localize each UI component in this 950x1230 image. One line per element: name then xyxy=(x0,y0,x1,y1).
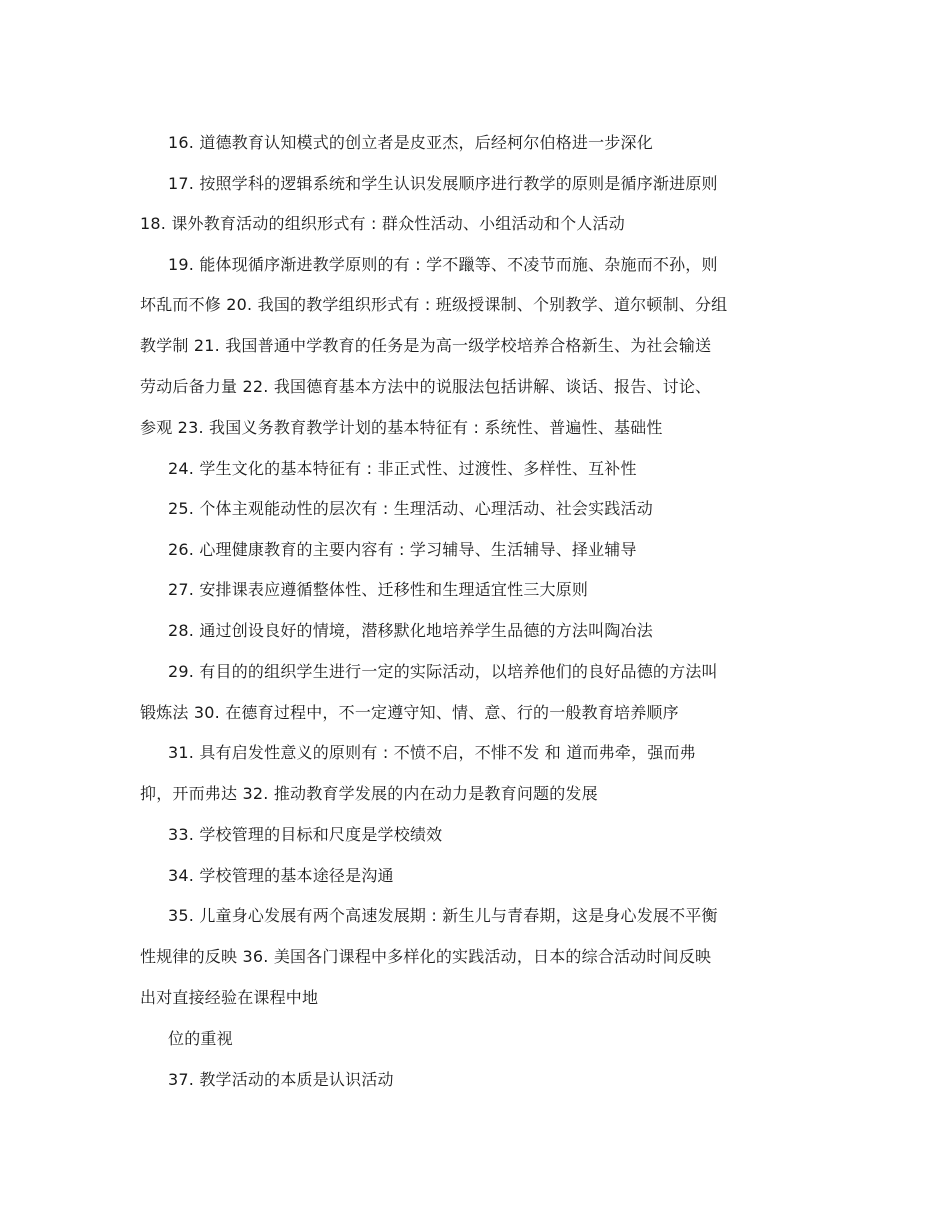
text-line-19-cont: 坏乱而不修 20. 我国的教学组织形式有 : 班级授课制、个别教学、道尔顿制、分组 xyxy=(140,295,728,314)
text-line-29: 29. 有目的的组织学生进行一定的实际活动，以培养他们的良好品德的方法叫 xyxy=(168,662,718,681)
text-line-16: 16. 道德教育认知模式的创立者是皮亚杰，后经柯尔伯格进一步深化 xyxy=(168,133,653,152)
text-line-27: 27. 安排课表应遵循整体性、迁移性和生理适宜性三大原则 xyxy=(168,580,589,599)
text-line-33: 33. 学校管理的目标和尺度是学校绩效 xyxy=(168,825,443,844)
text-line-21-cont: 劳动后备力量 22. 我国德育基本方法中的说服法包括讲解、谈话、报告、讨论、 xyxy=(140,377,712,396)
text-line-37: 37. 教学活动的本质是认识活动 xyxy=(168,1070,394,1089)
text-line-17: 17. 按照学科的逻辑系统和学生认识发展顺序进行教学的原则是循序渐进原则 xyxy=(168,174,718,193)
text-line-34: 34. 学校管理的基本途径是沟通 xyxy=(168,866,394,885)
text-line-19: 19. 能体现循序渐进教学原则的有 : 学不躐等、不凌节而施、杂施而不孙，则 xyxy=(168,255,718,274)
text-line-22-cont: 参观 23. 我国义务教育教学计划的基本特征有 : 系统性、普遍性、基础性 xyxy=(140,418,663,437)
text-line-35-cont: 性规律的反映 36. 美国各门课程中多样化的实践活动，日本的综合活动时间反映 xyxy=(140,947,712,966)
text-line-31: 31. 具有启发性意义的原则有 : 不愤不启，不悱不发 和 道而弗牵，强而弗 xyxy=(168,743,696,762)
text-line-29-cont: 锻炼法 30. 在德育过程中，不一定遵守知、情、意、行的一般教育培养顺序 xyxy=(140,703,679,722)
text-line-25: 25. 个体主观能动性的层次有 : 生理活动、心理活动、社会实践活动 xyxy=(168,499,653,518)
text-line-26: 26. 心理健康教育的主要内容有 : 学习辅导、生活辅导、择业辅导 xyxy=(168,540,637,559)
text-line-35: 35. 儿童身心发展有两个高速发展期 : 新生儿与青春期，这是身心发展不平衡 xyxy=(168,906,718,925)
text-line-31-cont: 抑，开而弗达 32. 推动教育学发展的内在动力是教育问题的发展 xyxy=(140,784,598,803)
text-line-20-cont: 教学制 21. 我国普通中学教育的任务是为高一级学校培养合格新生、为社会输送 xyxy=(140,336,712,355)
text-line-24: 24. 学生文化的基本特征有 : 非正式性、过渡性、多样性、互补性 xyxy=(168,459,637,478)
text-line-18: 18. 课外教育活动的组织形式有 : 群众性活动、小组活动和个人活动 xyxy=(140,214,625,233)
text-line-36-cont: 出对直接经验在课程中地 xyxy=(140,988,319,1007)
text-line-28: 28. 通过创设良好的情境，潜移默化地培养学生品德的方法叫陶冶法 xyxy=(168,621,653,640)
text-line-36-cont-2: 位的重视 xyxy=(168,1029,233,1048)
